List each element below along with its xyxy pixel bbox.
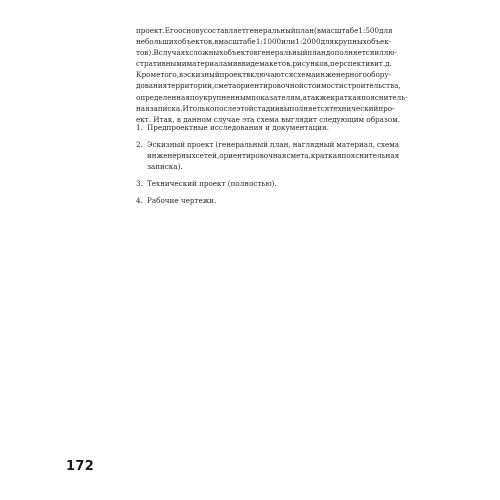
paragraph-line: ект. Итак, в данном случае эта схема выглядит следующим образом. [136, 114, 401, 124]
paragraph-line: Кроме того, в эскизный проект включаются схема инженерного обору- [136, 70, 392, 80]
paragraph-line: ная записка. И только после этой стадии выполняется технический про- [136, 103, 395, 113]
paragraph-line: небольших объектов, в масштабе 1:1000 или 1:2000 для крупных объек- [136, 37, 392, 47]
list-item-line: инженерных сетей, ориентировочная смета, краткая пояснительная [147, 151, 400, 161]
paragraph-line: дования территории, смета ориентировочной стоимости строительства, [136, 81, 401, 91]
list-item-number: 2. [136, 140, 143, 150]
numbered-list [136, 122, 400, 213]
body-paragraph [136, 25, 408, 125]
list-item-line: записка). [147, 162, 183, 172]
list-item [136, 178, 371, 189]
page-number: 172 [66, 459, 95, 474]
list-item-line: Предпроектные исследования и документация. [147, 123, 329, 132]
list-item-line: Рабочие чертежи. [147, 196, 217, 206]
list-item-number: 1. [136, 123, 143, 132]
paragraph-line: стративными материалами в виде макетов, рисунков, перспектив и т. д. [136, 59, 392, 69]
list-item-number: 4. [136, 196, 143, 206]
list-item [136, 195, 371, 206]
list-item-line: Технический проект (полностью). [147, 179, 277, 189]
list-item-number: 3. [136, 179, 143, 189]
paragraph-line: проект. Его основу составляет генеральный план (в масштабе 1:500 для [136, 26, 393, 35]
list-item-line: Эскизный проект (генеральный план, наглядный материал, схема [147, 140, 400, 150]
list-item [136, 122, 371, 133]
paragraph-line: определенная по укрупненным показателям, а также краткая пояснитель- [136, 92, 408, 102]
paragraph-line: тов). В случаях сложных объектов генеральный план дополняется иллю- [136, 48, 397, 58]
list-item [136, 139, 400, 172]
